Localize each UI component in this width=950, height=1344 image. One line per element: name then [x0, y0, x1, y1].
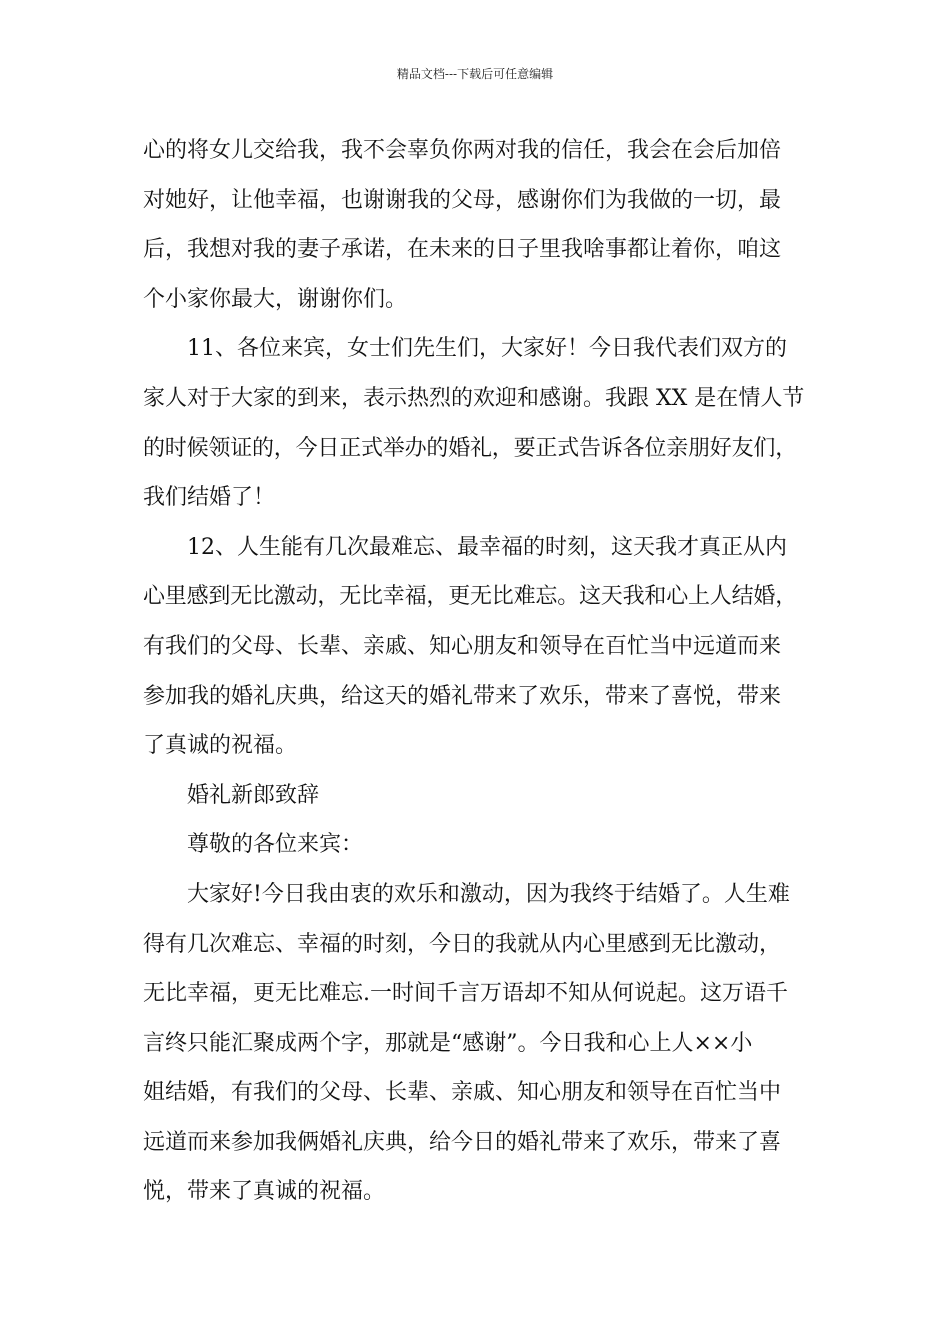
text-line: 我们结婚了！ — [143, 485, 276, 511]
text-line: 心的将女儿交给我，我不会辜负你两对我的信任，我会在会后加倍 — [143, 138, 782, 163]
paragraph-12 — [143, 523, 823, 771]
text-line: 姐结婚，有我们的父母、长辈、亲戚、知心朋友和领导在百忙当中 — [143, 1080, 782, 1106]
section-title — [143, 771, 823, 821]
text-line: 心里感到无比激动，无比幸福，更无比难忘。这天我和心上人结婚， — [143, 584, 798, 610]
text-line: 后，我想对我的妻子承诺，在未来的日子里我啥事都让着你，咱这 — [143, 237, 782, 263]
text-line: 了真诚的祝福。 — [143, 733, 298, 759]
text-line: 尊敬的各位来宾： — [187, 832, 364, 858]
text-line: 有我们的父母、长辈、亲戚、知心朋友和领导在百忙当中远道而来 — [143, 633, 782, 659]
paragraph-continuation — [143, 126, 823, 324]
text-line: 对她好，让他幸福，也谢谢我的父母，感谢你们为我做的一切，最 — [143, 187, 782, 213]
text-line: 婚礼新郎致辞 — [187, 782, 320, 808]
text-line: 参加我的婚礼庆典，给这天的婚礼带来了欢乐，带来了喜悦，带来 — [143, 683, 782, 709]
text-line: 无比幸福，更无比难忘.一时间千言万语却不知从何说起。这万语千 — [143, 981, 788, 1007]
text-line: 的时候领证的，今日正式举办的婚礼，要正式告诉各位亲朋好友们， — [143, 435, 798, 461]
text-line: 11、各位来宾，女士们先生们，大家好！今日我代表们双方的 — [187, 336, 787, 362]
page-header: 精品文档---下载后可任意编辑 — [396, 67, 554, 81]
document-body — [143, 126, 823, 1217]
text-line: 个小家你最大，谢谢你们。 — [143, 286, 408, 312]
text-line: 言终只能汇聚成两个字，那就是“感谢”。今日我和心上人××小 — [143, 1030, 753, 1056]
paragraph-11 — [143, 324, 823, 522]
text-line: 得有几次难忘、幸福的时刻，今日的我就从内心里感到无比激动， — [143, 931, 782, 957]
text-line: 远道而来参加我俩婚礼庆典，给今日的婚礼带来了欢乐，带来了喜 — [143, 1129, 782, 1155]
text-line: 大家好!今日我由衷的欢乐和激动，因为我终于结婚了。人生难 — [187, 881, 790, 907]
salutation — [143, 820, 823, 870]
text-line: 12、人生能有几次最难忘、最幸福的时刻，这天我才真正从内 — [187, 534, 787, 560]
text-line: 家人对于大家的到来，表示热烈的欢迎和感谢。我跟 XX 是在情人节 — [143, 385, 805, 411]
speech-paragraph — [143, 870, 823, 1217]
text-line: 悦，带来了真诚的祝福。 — [143, 1179, 386, 1205]
